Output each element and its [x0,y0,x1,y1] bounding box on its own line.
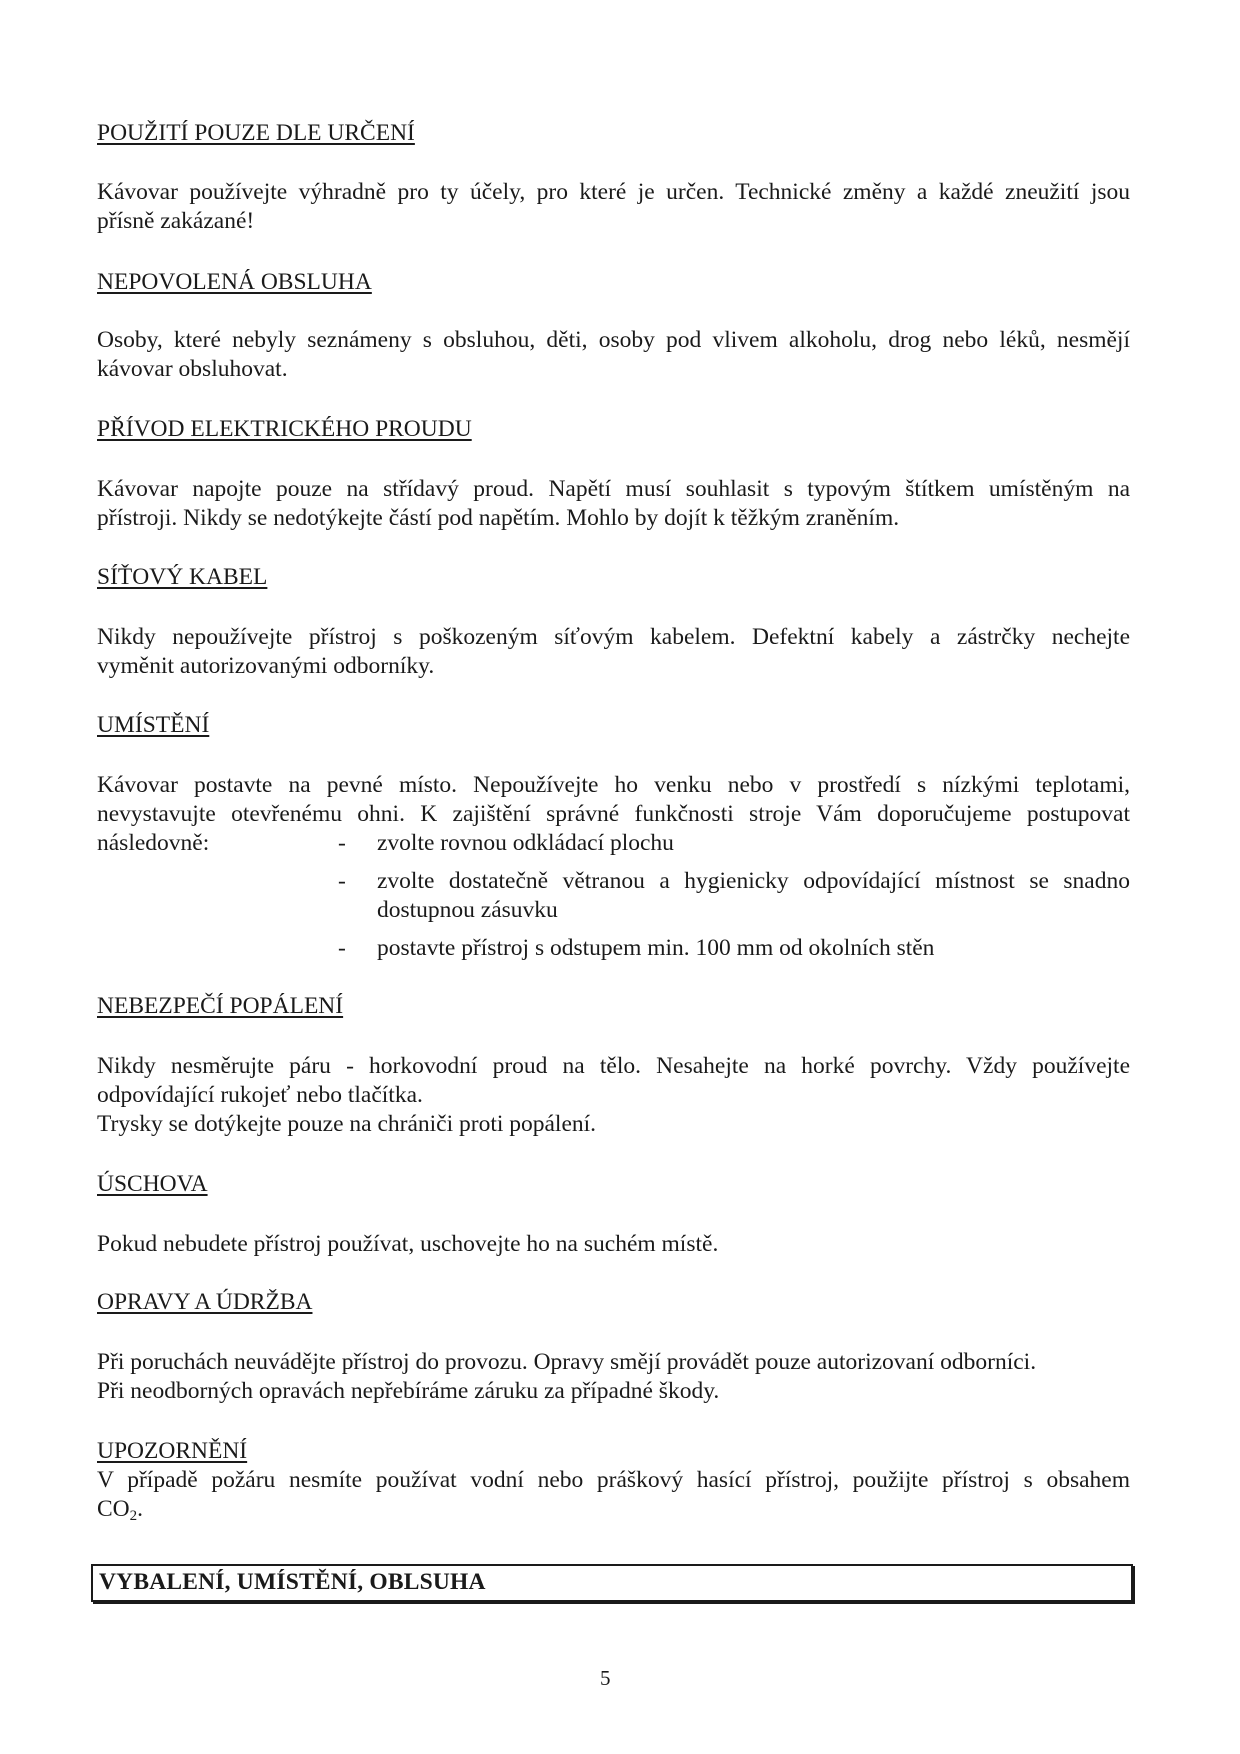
section-paragraph [97,771,1130,829]
paragraph-line: Trysky se dotýkejte pouze na chrániči proti popálení. [97,1111,597,1137]
paragraph-line: Při poruchách neuvádějte přístroj do provozu. Opravy smějí provádět pouze autorizovaní odborníci. [97,1349,1037,1375]
paragraph-line: kávovar obsluhovat. [97,356,288,382]
list-item-line: zvolte rovnou odkládací plochu [377,830,674,856]
paragraph-line: Kávovar postavte na pevné místo. Nepoužívejte ho venku nebo v prostředí s nízkými teplotami, [97,772,1130,798]
section-heading: SÍŤOVÝ KABEL [97,564,268,590]
section-heading: PŘÍVOD ELEKTRICKÉHO PROUDU [97,416,472,442]
section-title: VYBALENÍ, UMÍSTĚNÍ, OBLSUHA [99,1569,486,1595]
section-paragraph [97,1052,1130,1139]
list-item-line: postavte přístroj s odstupem min. 100 mm od okolních stěn [377,935,935,961]
paragraph-line: Nikdy nesměrujte páru - horkovodní proud na tělo. Nesahejte na horké povrchy. Vždy používejte [97,1053,1130,1079]
list-item-line: zvolte dostatečně větranou a hygienicky odpovídající místnost se snadno [377,868,1130,894]
section-heading: UMÍSTĚNÍ [97,712,210,738]
page-number: 5 [600,1666,611,1690]
list-item-line: dostupnou zásuvku [377,897,558,923]
section-heading: NEBEZPEČÍ POPÁLENÍ [97,993,344,1019]
section-paragraph [97,1466,1130,1524]
paragraph-line: Pokud nebudete přístroj používat, uschovejte ho na suchém místě. [97,1231,719,1257]
section-paragraph [97,475,1130,533]
paragraph-line: Kávovar používejte výhradně pro ty účely, pro které je určen. Technické změny a každé zneužití jsou [97,179,1130,205]
section-paragraph [97,1348,1130,1406]
list-bullet: - [338,868,346,894]
co2-suffix: . [137,1496,144,1522]
list-item [377,829,1130,858]
section-paragraph [97,1230,1130,1259]
section-heading: UPOZORNĚNÍ [97,1438,248,1464]
paragraph-line: přístroji. Nikdy se nedotýkejte částí pod napětím. Mohlo by dojít k těžkým zraněním. [97,505,900,531]
list-item [377,867,1130,925]
paragraph-line: Kávovar napojte pouze na střídavý proud. Napětí musí souhlasit s typovým štítkem umístěným na [97,476,1130,502]
section-heading: OPRAVY A ÚDRŽBA [97,1289,313,1315]
section-paragraph [97,178,1130,236]
paragraph-line: Osoby, které nebyly seznámeny s obsluhou, děti, osoby pod vlivem alkoholu, drog nebo léků, nesmějí [97,327,1130,353]
paragraph-line: přísně zakázané! [97,208,255,234]
paragraph-line: Nikdy nepoužívejte přístroj s poškozeným síťovým kabelem. Defektní kabely a zástrčky nechejte [97,624,1130,650]
co2-subscript: 2 [129,1508,138,1524]
paragraph-line: Při neodborných opravách nepřebíráme záruku za případné škody. [97,1378,720,1404]
paragraph-line-co2 [97,1495,1130,1524]
section-heading: NEPOVOLENÁ OBSLUHA [97,269,372,295]
paragraph-line: vyměnit autorizovanými odborníky. [97,653,435,679]
paragraph-line: odpovídající rukojeť nebo tlačítka. [97,1082,423,1108]
paragraph-line: V případě požáru nesmíte používat vodní nebo práškový hasící přístroj, použijte přístroj s obsahem [97,1467,1130,1493]
list-bullet: - [338,935,346,961]
paragraph-line: nevystavujte otevřenému ohni. K zajištění správné funkčnosti stroje Vám doporučujeme postupovat [97,801,1130,827]
section-paragraph [97,623,1130,681]
co2-text: CO [97,1496,130,1522]
section-title-box [91,1564,1133,1602]
list-item [377,934,1130,963]
section-paragraph [97,326,1130,384]
list-intro: následovně: [97,830,210,856]
section-heading: POUŽITÍ POUZE DLE URČENÍ [97,120,415,146]
section-heading: ÚSCHOVA [97,1171,208,1197]
list-bullet: - [338,830,346,856]
